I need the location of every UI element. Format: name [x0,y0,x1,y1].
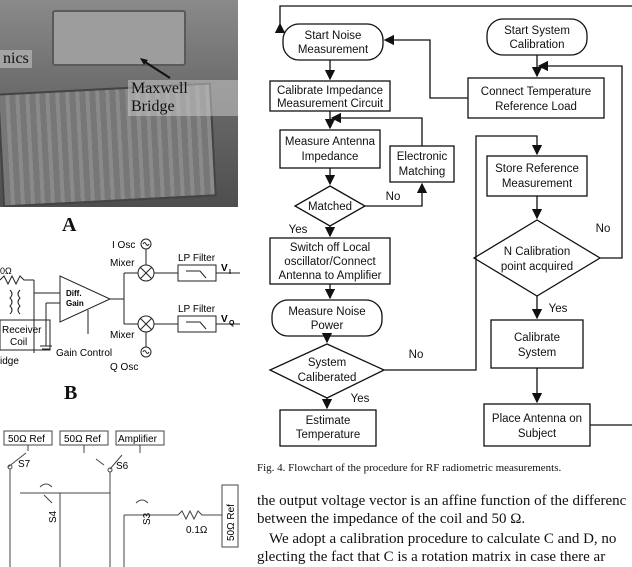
ncal-no-label: No [595,223,611,235]
start-noise-line-1: Start Noise [304,30,362,42]
sys-cal-line-2: Caliberated [297,372,357,384]
s4-label: S4 [48,510,59,523]
body-line-3: We adopt a calibration procedure to calculate C and D, no [269,531,617,547]
gain-control-label: Gain Control [56,348,113,359]
photo-label-left: nics [0,50,32,68]
measure-ant-line-2: Impedance [301,151,359,163]
diff-gain-label-1: Diff. [66,289,82,298]
lp-filter-bottom-label: LP Filter [178,304,216,315]
calibrate-sys-line-2: System [517,347,557,359]
start-sys-line-2: Calibration [509,39,565,51]
sys-cal-no-label: No [408,349,424,361]
s7-label: S7 [18,459,31,470]
vi-subscript: I [229,269,231,276]
body-line-4: glecting the fact that C is a rotation matrix in case there ar [257,549,606,565]
system-calibrated-decision [270,344,384,398]
switch-line-3: Antenna to Amplifier [278,270,382,282]
connect-temp-line-1: Connect Temperature [480,86,592,98]
receiver-coil-label-2: Coil [10,337,28,348]
q-osc-label: Q Osc [110,362,139,373]
photo-label-maxwell-bridge: Maxwell Bridge [128,80,238,116]
ref-2-label: 50Ω Ref [64,434,101,445]
store-ref-line-1: Store Reference [495,163,579,175]
switch-line-2: oscillator/Connect [284,256,376,268]
bridge-fragment-label: idge [0,356,19,367]
estimate-line-1: Estimate [305,415,351,427]
matched-no-label: No [385,191,401,203]
measure-ant-line-1: Measure Antenna [284,136,376,148]
body-line-1: the output voltage vector is an affine function of the differenc [257,493,627,509]
ncal-line-2: point acquired [500,261,574,273]
panel-b-letter: B [64,382,78,404]
start-sys-line-1: Start System [504,25,570,37]
r-small-label: 0.1Ω [186,525,208,536]
figure-caption: Fig. 4. Flowchart of the procedure for RF radiometric measurements. [257,462,562,474]
vq-label: V [221,314,228,325]
ohm-fragment: 0Ω [0,266,12,276]
matched-yes-label: Yes [288,224,308,236]
receiver-coil-label-1: Receiver [2,325,42,336]
ncal-line-1: N Calibration [503,246,571,258]
measure-noise-line-1: Measure Noise [288,306,366,318]
hardware-photo [0,0,238,207]
ncal-yes-label: Yes [548,303,568,315]
estimate-line-2: Temperature [295,429,361,441]
photo-pointer-arrow [0,0,238,207]
matched-label: Matched [307,201,353,213]
body-line-2: between the impedance of the coil and 50 Ω. [257,511,526,527]
sys-cal-yes-label: Yes [350,393,370,405]
calibrate-system-node [491,320,583,368]
start-noise-line-2: Measurement [297,44,369,56]
iq-demodulator-schematic [0,238,245,373]
mixer-bottom-label: Mixer [110,330,135,341]
mixer-top-label: Mixer [110,258,135,269]
connect-temp-line-2: Reference Load [495,101,577,113]
flowchart [250,0,632,458]
lp-filter-top-label: LP Filter [178,253,216,264]
vi-label: V [221,263,228,274]
store-ref-line-2: Measurement [501,178,573,190]
vq-subscript: Q [229,320,235,327]
s3-label: S3 [142,512,153,525]
panel-a-letter: A [62,214,77,236]
diff-gain-label-2: Gain [66,299,84,308]
calib-imp-line-1: Calibrate Impedance [276,85,384,97]
ref-1-label: 50Ω Ref [8,434,45,445]
switch-line-1: Switch off Local [289,242,371,254]
amplifier-label: Amplifier [118,434,157,445]
n-calibration-decision [474,220,600,296]
i-osc-label: I Osc [112,240,136,251]
sys-cal-line-1: System [307,357,347,369]
calibrate-sys-line-1: Calibrate [513,332,561,344]
ref-vertical-label: 50Ω Ref [226,504,237,541]
electronic-line-2: Matching [398,166,446,178]
switch-network-schematic [0,407,245,567]
place-ant-line-1: Place Antenna on [491,413,583,425]
place-ant-line-2: Subject [517,428,557,440]
electronic-line-1: Electronic [396,151,448,163]
store-reference-node [487,156,587,196]
measure-noise-line-2: Power [310,320,344,332]
calib-imp-line-2: Measurement Circuit [276,98,384,110]
s6-label: S6 [116,461,129,472]
